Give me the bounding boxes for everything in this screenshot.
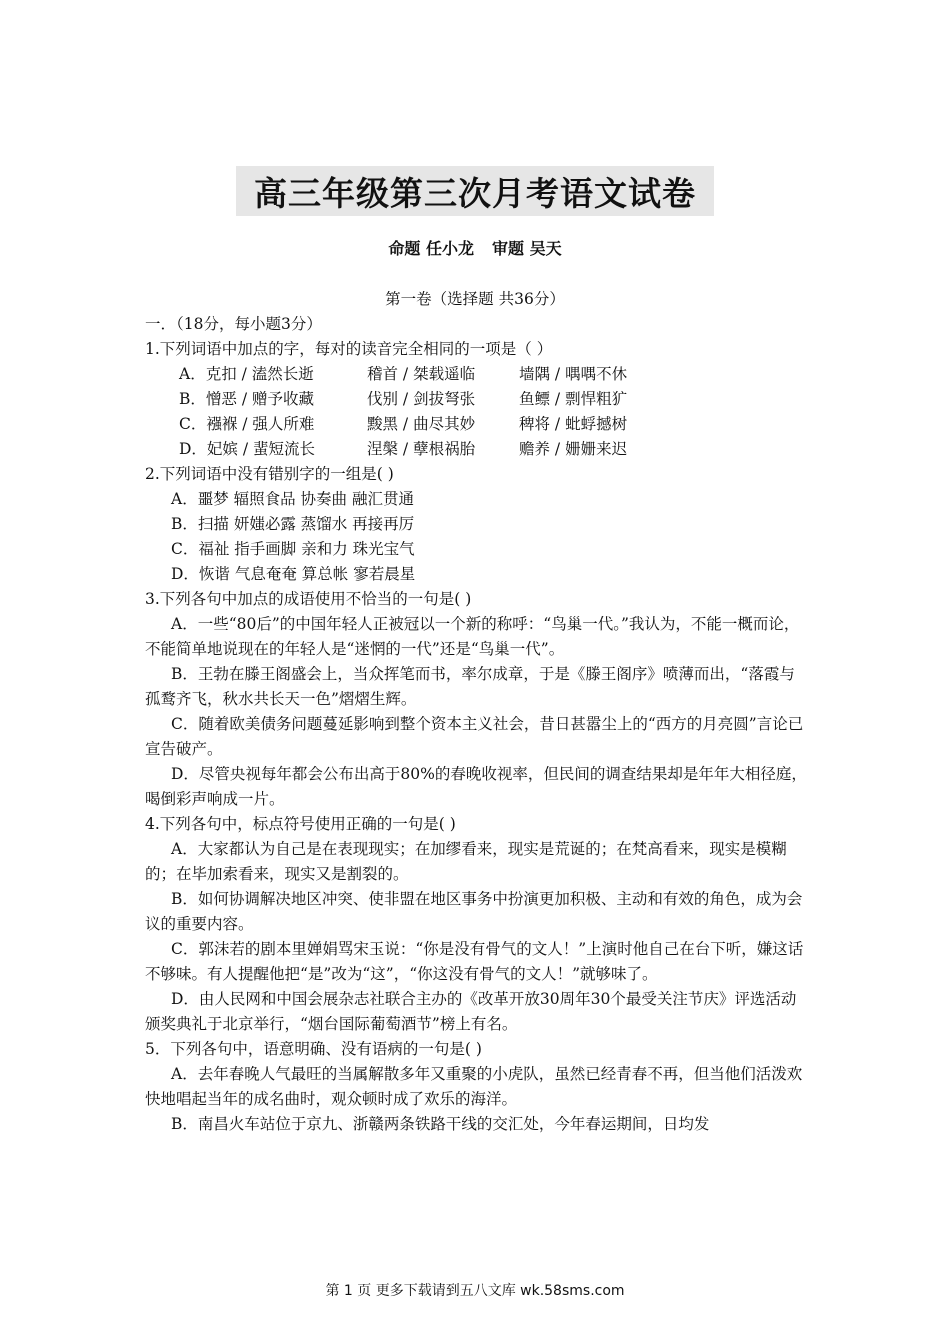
- q2-option-c: C．福祉 指手画脚 亲和力 珠光宝气: [171, 540, 415, 558]
- q3-option-d: D．尽管央视每年都会公布出高于80%的春晚收视率，但民间的调查结果却是年年大相径庭，喝倒彩声响成一片。: [145, 765, 807, 808]
- q3-option-c: C．随着欧美债务问题蔓延影响到整个资本主义社会，昔日甚嚣尘上的“西方的月亮圆”言论已宣告破产。: [145, 715, 804, 758]
- q2-option-d: D．恢谐 气息奄奄 算总帐 寥若晨星: [171, 565, 416, 583]
- q1-option-a: A．克扣 / 溘然长逝 稽首 / 桀载遥临 墙隅 / 喁喁不休: [179, 365, 628, 383]
- exam-body: [145, 312, 807, 1137]
- q5-stem: 5．下列各句中，语意明确、没有语病的一句是( ): [145, 1040, 482, 1058]
- q4-stem: 4.下列各句中，标点符号使用正确的一句是( ): [145, 815, 456, 833]
- q4-option-a: A．大家都认为自己是在表现现实；在加缪看来，现实是荒诞的；在梵高看来，现实是模糊的；在毕加索看来，现实又是割裂的。: [145, 840, 787, 883]
- q2-option-a: A．噩梦 辐照食品 协奏曲 融汇贯通: [171, 490, 414, 508]
- q1-option-c: C．襁褓 / 强人所难 黢黑 / 曲尽其妙 稗将 / 蚍蜉撼树: [179, 415, 628, 433]
- q5-option-a: A．去年春晚人气最旺的当属解散多年又重聚的小虎队，虽然已经青春不再，但当他们活泼欢快地唱起当年的成名曲时，观众顿时成了欢乐的海洋。: [145, 1065, 803, 1108]
- q4-option-c: C．郭沫若的剧本里婵娟骂宋玉说：“你是没有骨气的文人！”上演时他自己在台下听，嫌这话不够味。有人提醒他把“是”改为“这”，“你这没有骨气的文人！”就够味了。: [145, 940, 804, 983]
- part-heading: 第一卷（选择题 共36分）: [385, 290, 565, 308]
- q3-option-a: A．一些“80后”的中国年轻人正被冠以一个新的称呼：“鸟巢一代。”我认为，不能一概而论，不能简单地说现在的年轻人是“迷惘的一代”还是“鸟巢一代”。: [145, 615, 800, 658]
- reviewer: 审题 吴天: [492, 239, 562, 258]
- authors-line: [0, 236, 950, 259]
- q4-option-d: D．由人民网和中国会展杂志社联合主办的《改革开放30周年30个最受关注节庆》评选活动颁奖典礼于北京举行，“烟台国际葡萄酒节”榜上有名。: [145, 990, 797, 1033]
- q3-stem: 3.下列各句中加点的成语使用不恰当的一句是( ): [145, 590, 472, 608]
- q1-option-b: B．憎恶 / 赠予收藏 伐别 / 剑拔弩张 鱼鳔 / 剽悍粗犷: [179, 390, 628, 408]
- q1-option-d: D．妃嫔 / 蜚短流长 涅槃 / 孽根祸胎 赡养 / 姗姗来迟: [179, 440, 628, 458]
- q5-option-b: B．南昌火车站位于京九、浙赣两条铁路干线的交汇处，今年春运期间，日均发: [171, 1115, 710, 1133]
- page-footer: 第 1 页 更多下载请到五八文库 wk.58sms.com: [325, 1283, 625, 1299]
- q2-option-b: B．扫描 妍媸必露 蒸馏水 再接再厉: [171, 515, 415, 533]
- exam-title: 高三年级第三次月考语文试卷: [236, 166, 714, 216]
- q3-option-b: B．王勃在滕王阁盛会上，当众挥笔而书，率尔成章，于是《滕王阁序》喷薄而出，“落霞与孤鹜齐飞，秋水共长天一色”熠熠生辉。: [145, 665, 795, 708]
- q4-option-b: B．如何协调解决地区冲突、使非盟在地区事务中扮演更加积极、主动和有效的角色，成为会议的重要内容。: [145, 890, 803, 933]
- q2-stem: 2.下列词语中没有错别字的一组是( ): [145, 465, 394, 483]
- proposer: 命题 任小龙: [388, 239, 474, 258]
- q1-stem: 1.下列词语中加点的字，每对的读音完全相同的一项是（ ）: [145, 340, 553, 358]
- section-heading: 一．（18分，每小题3分）: [145, 315, 322, 333]
